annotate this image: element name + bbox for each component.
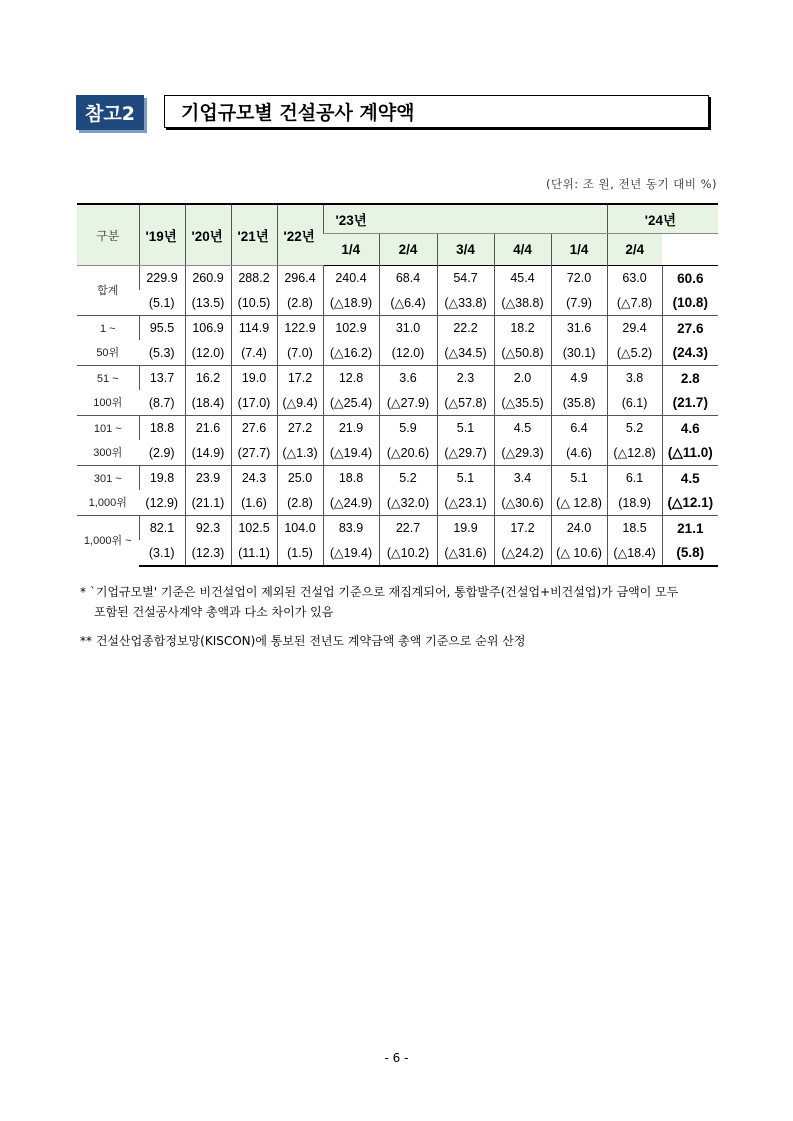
- value-cell: 63.0: [607, 266, 662, 291]
- change-cell: (10.8): [662, 290, 718, 316]
- change-cell: (14.9): [185, 440, 231, 466]
- change-cell: (△57.8): [437, 390, 494, 416]
- value-cell: 31.0: [379, 316, 437, 341]
- table-row: [77, 516, 718, 541]
- table-row: [77, 316, 718, 341]
- change-cell: (△19.4): [323, 440, 379, 466]
- footnotes: [80, 582, 720, 651]
- page-title: [164, 95, 709, 128]
- change-cell: (△27.9): [379, 390, 437, 416]
- value-cell: 260.9: [185, 266, 231, 291]
- value-cell: 114.9: [231, 316, 277, 341]
- change-cell: (△25.4): [323, 390, 379, 416]
- value-cell: 3.4: [494, 466, 551, 491]
- value-cell: 288.2: [231, 266, 277, 291]
- change-cell: (△38.8): [494, 290, 551, 316]
- category-label: 101 ~: [93, 422, 122, 435]
- value-cell: 45.4: [494, 266, 551, 291]
- category-cell: [77, 266, 139, 316]
- change-cell: (21.1): [185, 490, 231, 516]
- category-label: 1 ~: [99, 322, 116, 335]
- change-cell: (5.3): [148, 345, 175, 360]
- value-cell: 19.0: [231, 366, 277, 391]
- quarter-header: 4/4: [494, 234, 551, 266]
- change-cell: (△16.2): [323, 340, 379, 366]
- value-cell: 60.6: [662, 266, 718, 291]
- change-cell: (△ 12.8): [551, 490, 607, 516]
- change-cell: (5.8): [662, 540, 718, 566]
- value-cell: 122.9: [277, 316, 323, 341]
- change-cell: (21.7): [662, 390, 718, 416]
- page-title-text: 기업규모별 건설공사 계약액: [181, 102, 415, 124]
- value-cell: 83.9: [323, 516, 379, 541]
- change-cell: (13.5): [185, 290, 231, 316]
- value-cell: 21.6: [185, 416, 231, 441]
- value-cell: 4.5: [662, 466, 718, 491]
- change-cell: (12.9): [145, 495, 179, 510]
- change-cell: (△12.8): [607, 440, 662, 466]
- value-cell: 3.8: [607, 366, 662, 391]
- value-cell: 27.2: [277, 416, 323, 441]
- value-cell: 296.4: [277, 266, 323, 291]
- change-cell: (△29.3): [494, 440, 551, 466]
- table-row: [77, 266, 718, 291]
- value-cell: 16.2: [185, 366, 231, 391]
- value-cell: 68.4: [379, 266, 437, 291]
- change-cell: (2.8): [277, 290, 323, 316]
- value-cell: 229.9: [139, 266, 185, 291]
- value-cell: 12.8: [323, 366, 379, 391]
- value-cell: 104.0: [277, 516, 323, 541]
- change-cell: (18.9): [607, 490, 662, 516]
- change-cell: (△32.0): [379, 490, 437, 516]
- value-cell: 29.4: [607, 316, 662, 341]
- quarter-header: 2/4: [379, 234, 437, 266]
- value-cell: 2.0: [494, 366, 551, 391]
- reference-badge: 참고2: [76, 95, 144, 130]
- change-cell: (10.5): [231, 290, 277, 316]
- value-cell: 17.2: [494, 516, 551, 541]
- table-row-change: [77, 290, 718, 316]
- value-cell: 27.6: [662, 316, 718, 341]
- value-cell: 5.1: [437, 416, 494, 441]
- change-cell: (△24.2): [494, 540, 551, 566]
- change-cell: (5.1): [148, 295, 175, 310]
- value-cell: 4.6: [662, 416, 718, 441]
- value-cell: 4.9: [551, 366, 607, 391]
- value-cell: 5.2: [607, 416, 662, 441]
- value-cell: 95.5: [139, 316, 185, 341]
- value-cell: 4.5: [494, 416, 551, 441]
- year-header: '19년: [139, 204, 185, 266]
- value-cell: 2.8: [662, 366, 718, 391]
- table-row: [77, 416, 718, 441]
- quarter-header: 3/4: [437, 234, 494, 266]
- change-cell: (3.1): [139, 540, 185, 566]
- value-cell: 72.0: [551, 266, 607, 291]
- year-header: '22년: [277, 204, 323, 266]
- change-cell: (27.7): [231, 440, 277, 466]
- change-cell: (△31.6): [437, 540, 494, 566]
- row-header: 구분: [77, 204, 139, 266]
- table-row-change: [77, 490, 718, 516]
- value-cell: 19.8: [139, 466, 185, 491]
- footnote-2: ** 건설산업종합정보망(KISCON)에 통보된 전년도 계약금액 총액 기준으로 순위 산정: [80, 634, 526, 648]
- change-cell: (12.3): [185, 540, 231, 566]
- change-cell: (12.0): [379, 340, 437, 366]
- change-cell: (△29.7): [437, 440, 494, 466]
- change-cell: (△5.2): [607, 340, 662, 366]
- change-cell: (30.1): [551, 340, 607, 366]
- category-label: 301 ~: [93, 472, 122, 485]
- change-cell: (17.0): [231, 390, 277, 416]
- category-label-line2: 50위: [96, 346, 120, 359]
- change-cell: (2.9): [148, 445, 175, 460]
- table-row-change: [77, 390, 718, 416]
- change-cell: (△33.8): [437, 290, 494, 316]
- value-cell: 21.9: [323, 416, 379, 441]
- category-label: 합계: [97, 284, 119, 297]
- change-cell: (24.3): [662, 340, 718, 366]
- change-cell: (△11.0): [662, 440, 718, 466]
- value-cell: 18.8: [323, 466, 379, 491]
- value-cell: 18.2: [494, 316, 551, 341]
- value-cell: 3.6: [379, 366, 437, 391]
- footnote-1: * `기업규모별' 기준은 비건설업이 제외된 건설업 기준으로 재집계되어, 통합발주(건설업+비건설업)가 금액이 모두: [80, 585, 679, 599]
- category-label-line2: 300위: [93, 446, 123, 459]
- change-cell: (35.8): [551, 390, 607, 416]
- value-cell: 5.9: [379, 416, 437, 441]
- change-cell: (△7.8): [607, 290, 662, 316]
- value-cell: 54.7: [437, 266, 494, 291]
- footnote-1-continued: 포함된 건설공사계약 총액과 다소 차이가 있음: [94, 605, 334, 619]
- value-cell: 21.1: [662, 516, 718, 541]
- value-cell: 13.7: [139, 366, 185, 391]
- value-cell: 31.6: [551, 316, 607, 341]
- year-2023-header: '23년: [323, 204, 607, 234]
- quarter-header: 1/4: [323, 234, 379, 266]
- year-2024-header: '24년: [607, 204, 718, 234]
- value-cell: 18.5: [607, 516, 662, 541]
- change-cell: (△9.4): [277, 390, 323, 416]
- value-cell: 2.3: [437, 366, 494, 391]
- value-cell: 24.0: [551, 516, 607, 541]
- value-cell: 22.7: [379, 516, 437, 541]
- value-cell: 240.4: [323, 266, 379, 291]
- change-cell: (11.1): [231, 540, 277, 566]
- table-row: [77, 466, 718, 491]
- quarter-header: 2/4: [607, 234, 662, 266]
- value-cell: 102.5: [231, 516, 277, 541]
- value-cell: 5.2: [379, 466, 437, 491]
- value-cell: 25.0: [277, 466, 323, 491]
- category-cell: [77, 416, 139, 466]
- category-label: 1,000위 ~: [83, 535, 132, 547]
- change-cell: (△18.4): [607, 540, 662, 566]
- category-label-line2: 1,000위: [88, 496, 127, 509]
- change-cell: (△12.1): [662, 490, 718, 516]
- table-row: [77, 366, 718, 391]
- change-cell: (4.6): [551, 440, 607, 466]
- change-cell: (△20.6): [379, 440, 437, 466]
- category-cell: [77, 316, 139, 366]
- value-cell: 23.9: [185, 466, 231, 491]
- change-cell: (△50.8): [494, 340, 551, 366]
- change-cell: (18.4): [185, 390, 231, 416]
- change-cell: (8.7): [148, 395, 175, 410]
- change-cell: (7.0): [277, 340, 323, 366]
- value-cell: 19.9: [437, 516, 494, 541]
- change-cell: (7.4): [231, 340, 277, 366]
- category-cell: [77, 366, 139, 416]
- change-cell: (△19.4): [323, 540, 379, 566]
- change-cell: (1.5): [277, 540, 323, 566]
- value-cell: 18.8: [139, 416, 185, 441]
- page-number: - 6 -: [384, 1051, 409, 1065]
- change-cell: (2.8): [277, 490, 323, 516]
- change-cell: (△24.9): [323, 490, 379, 516]
- table-row-change: [77, 440, 718, 466]
- value-cell: 5.1: [551, 466, 607, 491]
- value-cell: 6.1: [607, 466, 662, 491]
- value-cell: 92.3: [185, 516, 231, 541]
- change-cell: (△23.1): [437, 490, 494, 516]
- change-cell: (△1.3): [277, 440, 323, 466]
- change-cell: (△35.5): [494, 390, 551, 416]
- change-cell: (△6.4): [379, 290, 437, 316]
- value-cell: 22.2: [437, 316, 494, 341]
- value-cell: 5.1: [437, 466, 494, 491]
- value-cell: 6.4: [551, 416, 607, 441]
- value-cell: 102.9: [323, 316, 379, 341]
- change-cell: (△34.5): [437, 340, 494, 366]
- table-row-change: [77, 340, 718, 366]
- contract-amount-table: [77, 203, 718, 567]
- value-cell: 27.6: [231, 416, 277, 441]
- change-cell: (△10.2): [379, 540, 437, 566]
- value-cell: 106.9: [185, 316, 231, 341]
- value-cell: 82.1: [139, 516, 185, 541]
- change-cell: (△30.6): [494, 490, 551, 516]
- change-cell: (1.6): [231, 490, 277, 516]
- change-cell: (12.0): [185, 340, 231, 366]
- change-cell: (△18.9): [323, 290, 379, 316]
- change-cell: (6.1): [607, 390, 662, 416]
- year-header: '21년: [231, 204, 277, 266]
- unit-note: (단위: 조 원, 전년 동기 대비 %): [546, 177, 717, 191]
- table-row-change: [77, 540, 718, 566]
- category-label: 51 ~: [96, 372, 119, 385]
- category-cell: [77, 466, 139, 516]
- change-cell: (7.9): [551, 290, 607, 316]
- category-cell: [77, 516, 139, 567]
- change-cell: (△ 10.6): [551, 540, 607, 566]
- year-header: '20년: [185, 204, 231, 266]
- value-cell: 17.2: [277, 366, 323, 391]
- quarter-header: 1/4: [551, 234, 607, 266]
- value-cell: 24.3: [231, 466, 277, 491]
- category-label-line2: 100위: [93, 396, 123, 409]
